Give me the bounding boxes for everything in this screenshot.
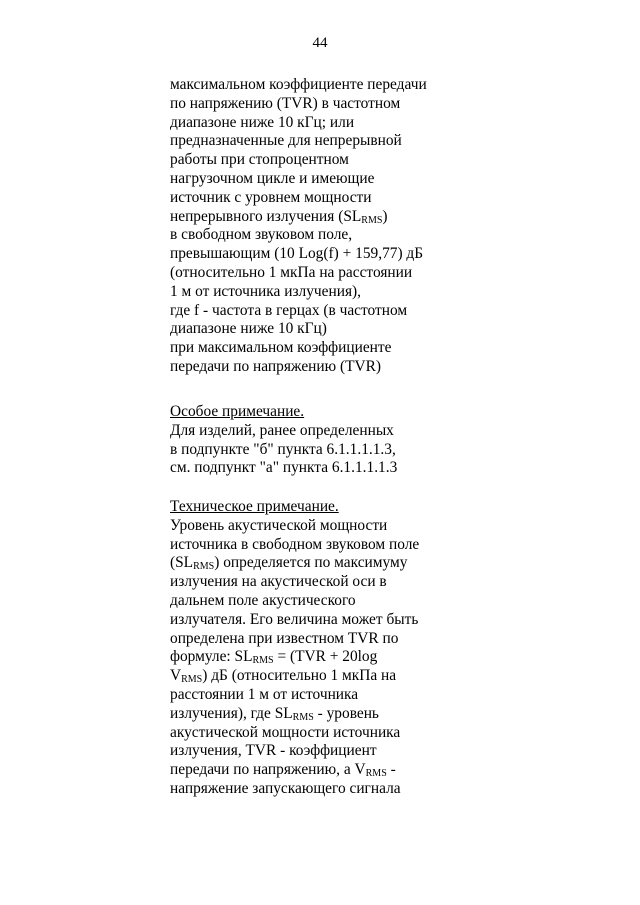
text-line: диапазоне ниже 10 кГц) bbox=[170, 320, 327, 338]
text-fragment: - bbox=[386, 761, 396, 779]
text-line: при максимальном коэффициенте bbox=[170, 339, 392, 357]
technical-note-body bbox=[170, 517, 470, 799]
text-line: (относительно 1 мкПа на расстоянии bbox=[170, 263, 413, 281]
text-line: источник с уровнем мощности bbox=[170, 188, 372, 206]
special-note-heading: Особое примечание. bbox=[170, 403, 305, 420]
text-line: работы при стопроцентном bbox=[170, 151, 349, 169]
text-line: максимальном коэффициенте передачи bbox=[170, 76, 427, 93]
text-fragment: (SL bbox=[170, 554, 194, 572]
text-fragment: ) bbox=[382, 207, 388, 225]
text-fragment: передачи по напряжению, а V bbox=[170, 761, 366, 779]
text-fragment: V bbox=[170, 667, 182, 685]
text-line: превышающим (10 Log(f) + 159,77) дБ bbox=[170, 245, 424, 263]
text-line: Для изделий, ранее определенных bbox=[170, 421, 394, 439]
text-line: нагрузочном цикле и имеющие bbox=[170, 169, 375, 187]
text-line: источника в свободном звуковом поле bbox=[170, 535, 420, 553]
text-line bbox=[170, 648, 470, 667]
text-line: в свободном звуковом поле, bbox=[170, 226, 353, 244]
subscript: RMS bbox=[361, 214, 383, 226]
subscript: RMS bbox=[193, 561, 215, 573]
text-line: см. подпункт "а" пункта 6.1.1.1.1.3 bbox=[170, 459, 398, 477]
subscript: RMS bbox=[252, 655, 274, 667]
text-line: передачи по напряжению (TVR) bbox=[170, 357, 382, 375]
text-line: предназначенные для непрерывной bbox=[170, 132, 402, 150]
special-note bbox=[170, 403, 470, 478]
text-line bbox=[170, 667, 470, 686]
text-line: где f - частота в герцах (в частотном bbox=[170, 301, 408, 319]
technical-note-heading: Техническое примечание. bbox=[170, 498, 339, 515]
text-fragment: ) дБ (относительно 1 мкПа на bbox=[202, 667, 397, 685]
subscript: RMS bbox=[181, 674, 203, 686]
text-line: в подпункте "б" пункта 6.1.1.1.1.3, bbox=[170, 440, 396, 458]
subscript: RMS bbox=[292, 711, 314, 723]
text-fragment: непрерывного излучения (SL bbox=[170, 207, 362, 225]
text-line: Уровень акустической мощности bbox=[170, 516, 388, 534]
text-line: расстоянии 1 м от источника bbox=[170, 685, 359, 703]
technical-note bbox=[170, 498, 470, 799]
text-line bbox=[170, 761, 470, 780]
text-line: определена при известном TVR по bbox=[170, 629, 399, 647]
text-line: 1 м от источника излучения), bbox=[170, 282, 362, 300]
text-line: по напряжению (TVR) в частотном bbox=[170, 94, 401, 112]
text-fragment: формуле: SL bbox=[170, 648, 253, 666]
special-note-body bbox=[170, 422, 470, 478]
text-line: излучения, TVR - коэффициент bbox=[170, 742, 377, 760]
text-fragment: ) определяется по максимуму bbox=[214, 554, 408, 572]
text-line: дальнем поле акустического bbox=[170, 591, 356, 609]
text-line: напряжение запускающего сигнала bbox=[170, 779, 401, 797]
main-text bbox=[170, 76, 470, 377]
text-line bbox=[170, 208, 470, 227]
text-line: акустической мощности источника bbox=[170, 723, 401, 741]
text-line bbox=[170, 554, 470, 573]
text-fragment: - уровень bbox=[313, 704, 379, 722]
text-fragment: = (TVR + 20log bbox=[273, 648, 378, 666]
text-line: излучения на акустической оси в bbox=[170, 573, 387, 591]
subscript: RMS bbox=[365, 768, 387, 780]
text-line bbox=[170, 705, 470, 724]
text-line: излучателя. Его величина может быть bbox=[170, 610, 419, 628]
text-line: диапазоне ниже 10 кГц; или bbox=[170, 113, 355, 131]
page-number: 44 bbox=[312, 35, 328, 51]
text-fragment: излучения), где SL bbox=[170, 704, 293, 722]
